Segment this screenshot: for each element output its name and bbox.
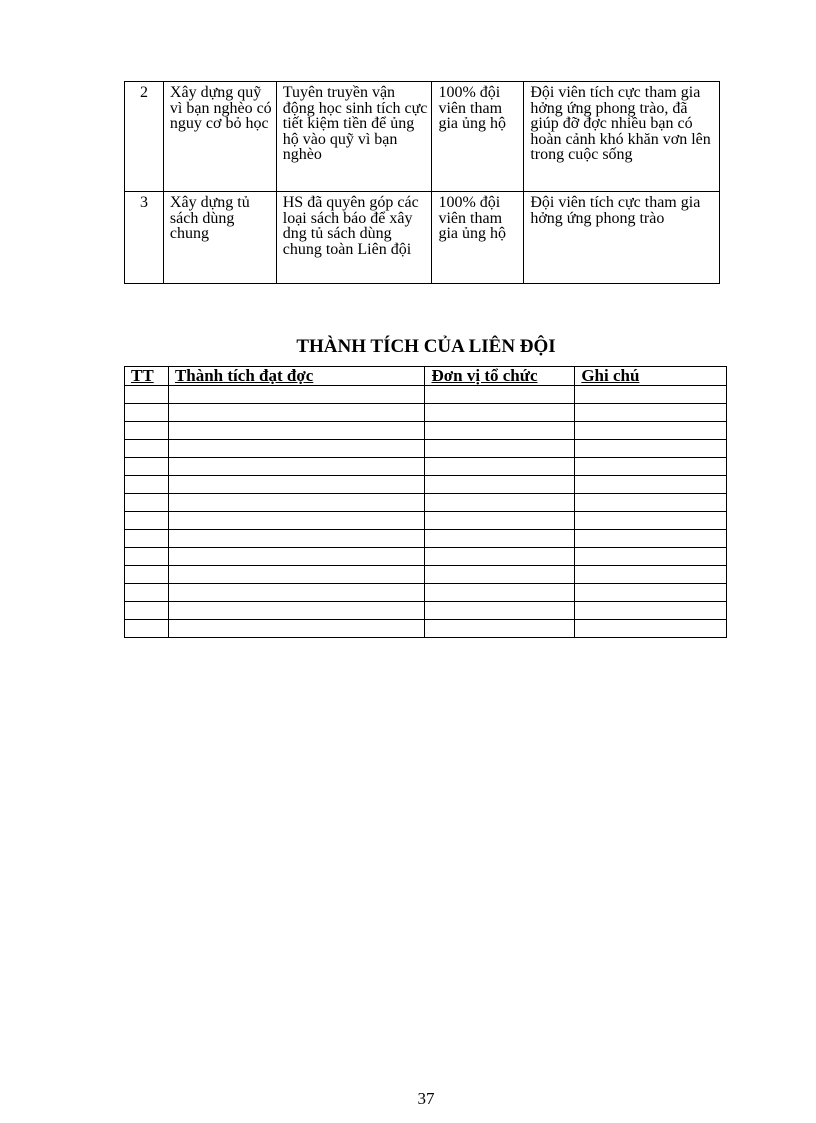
note-cell: [575, 494, 727, 512]
organizer-cell: [425, 512, 575, 530]
achievement-cell: [168, 584, 425, 602]
column-header-tt: TT: [125, 367, 169, 386]
organizer-cell: [425, 602, 575, 620]
achievement-cell: [168, 620, 425, 638]
table-row: [125, 422, 727, 440]
organizer-cell: [425, 458, 575, 476]
organizer-cell: [425, 476, 575, 494]
note-cell: [575, 476, 727, 494]
tt-cell: [125, 422, 169, 440]
organizer-cell: [425, 620, 575, 638]
tt-cell: [125, 548, 169, 566]
table-row: [125, 530, 727, 548]
section-title: THÀNH TÍCH CỦA LIÊN ĐỘI: [296, 336, 556, 357]
activity-cell: Xây dựng quỹ vì bạn nghèo có nguy cơ bỏ học: [163, 82, 276, 192]
column-header-note: Ghi chú: [575, 367, 727, 386]
table-row: [125, 620, 727, 638]
column-header-organizer: Đơn vị tổ chức: [425, 367, 575, 386]
tt-cell: [125, 584, 169, 602]
note-cell: [575, 404, 727, 422]
tt-cell: [125, 602, 169, 620]
table-row: [125, 602, 727, 620]
table-row: [125, 404, 727, 422]
achievement-cell: [168, 494, 425, 512]
tt-cell: [125, 404, 169, 422]
organizer-cell: [425, 548, 575, 566]
note-cell: [575, 458, 727, 476]
achievement-cell: [168, 566, 425, 584]
organizer-cell: [425, 566, 575, 584]
row-number: 3: [125, 192, 164, 284]
achievement-cell: [168, 422, 425, 440]
tt-cell: [125, 512, 169, 530]
method-cell: Tuyên truyền vận động học sinh tích cực tiết kiệm tiền để ủng hộ vào quỹ vì bạn nghèo: [276, 82, 432, 192]
achievements-body: [125, 386, 727, 638]
table-row: [125, 192, 720, 284]
table-row: [125, 548, 727, 566]
column-header-achievement: Thành tích đạt đợc: [168, 367, 425, 386]
tt-cell: [125, 566, 169, 584]
note-cell: [575, 620, 727, 638]
table-row: [125, 458, 727, 476]
participation-cell: 100% đội viên tham gia ủng hộ: [432, 192, 524, 284]
achievements-table: [124, 366, 727, 638]
organizer-cell: [425, 530, 575, 548]
table-row: [125, 476, 727, 494]
activity-cell: Xây dựng tủ sách dùng chung: [163, 192, 276, 284]
table-row: [125, 386, 727, 404]
tt-cell: [125, 476, 169, 494]
organizer-cell: [425, 404, 575, 422]
organizer-cell: [425, 494, 575, 512]
table-row: [125, 440, 727, 458]
note-cell: [575, 512, 727, 530]
result-cell: Đội viên tích cực tham gia hởng ứng phong trào, đã giúp đỡ đợc nhiều bạn có hoàn cảnh khó khăn vơn lên trong cuộc sống: [524, 82, 720, 192]
participation-cell: 100% đội viên tham gia ủng hộ: [432, 82, 524, 192]
note-cell: [575, 440, 727, 458]
method-cell: HS đã quyên góp các loại sách báo để xây dng tủ sách dùng chung toàn Liên đội: [276, 192, 432, 284]
organizer-cell: [425, 386, 575, 404]
table-row: [125, 584, 727, 602]
table-row: [125, 494, 727, 512]
page-number: 37: [417, 1089, 435, 1108]
result-cell: Đội viên tích cực tham gia hởng ứng phong trào: [524, 192, 720, 284]
achievement-cell: [168, 602, 425, 620]
note-cell: [575, 602, 727, 620]
note-cell: [575, 386, 727, 404]
achievement-cell: [168, 440, 425, 458]
activities-table: [124, 81, 720, 284]
tt-cell: [125, 494, 169, 512]
tt-cell: [125, 530, 169, 548]
table-row: [125, 82, 720, 192]
achievement-cell: [168, 404, 425, 422]
tt-cell: [125, 620, 169, 638]
table-row: [125, 512, 727, 530]
tt-cell: [125, 440, 169, 458]
organizer-cell: [425, 422, 575, 440]
achievement-cell: [168, 458, 425, 476]
organizer-cell: [425, 440, 575, 458]
note-cell: [575, 566, 727, 584]
tt-cell: [125, 386, 169, 404]
tt-cell: [125, 458, 169, 476]
achievement-cell: [168, 530, 425, 548]
achievement-cell: [168, 548, 425, 566]
note-cell: [575, 422, 727, 440]
header-row: [125, 367, 727, 386]
achievement-cell: [168, 476, 425, 494]
achievement-cell: [168, 512, 425, 530]
table-row: [125, 566, 727, 584]
achievement-cell: [168, 386, 425, 404]
row-number: 2: [125, 82, 164, 192]
organizer-cell: [425, 584, 575, 602]
note-cell: [575, 584, 727, 602]
note-cell: [575, 530, 727, 548]
note-cell: [575, 548, 727, 566]
